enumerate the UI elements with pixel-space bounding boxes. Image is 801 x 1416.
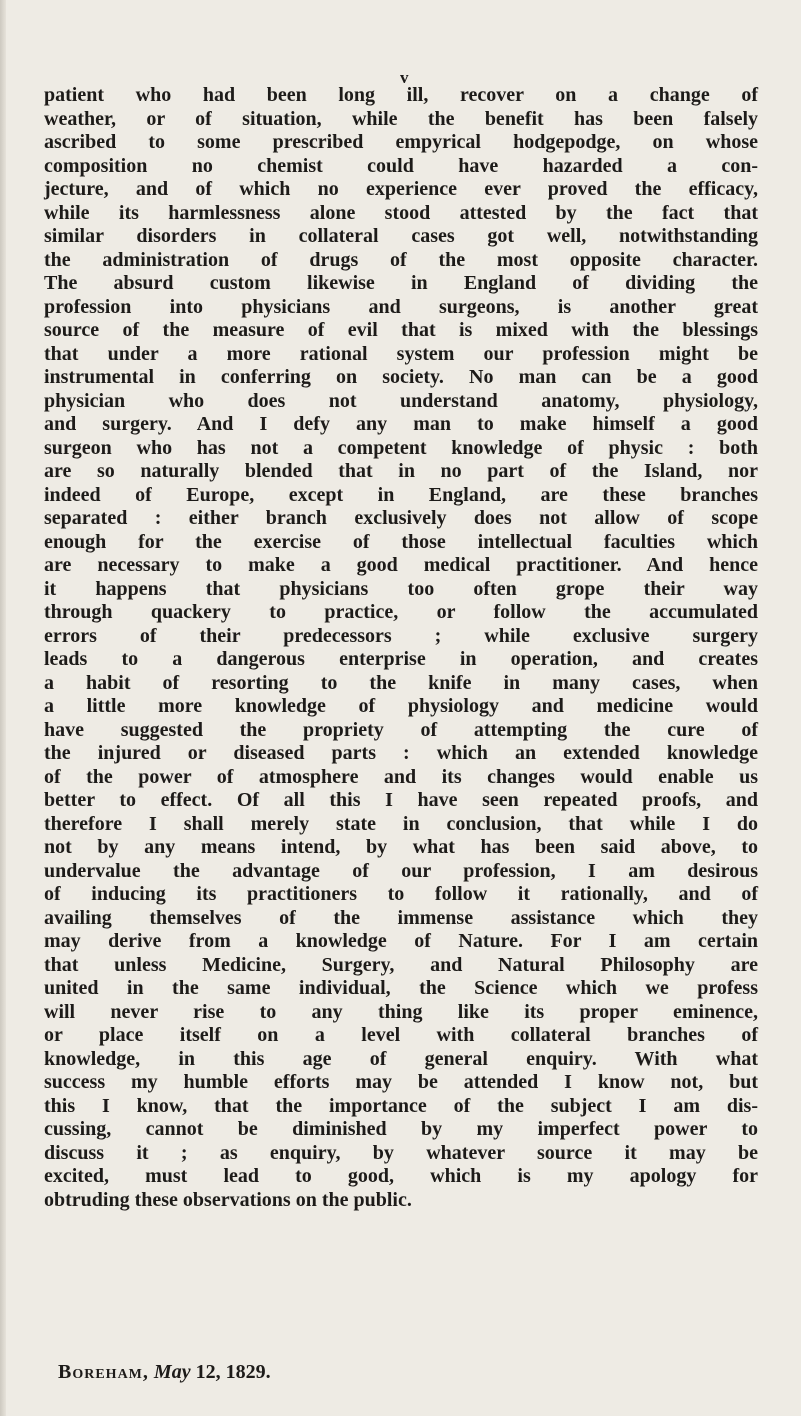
text-line: weather, or of situation, while the benefit has been falsely bbox=[44, 107, 758, 130]
signature-place: Boreham, bbox=[58, 1361, 149, 1383]
text-line: the administration of drugs of the most opposite character. bbox=[44, 248, 758, 271]
text-line: discuss it ; as enquiry, by whatever source it may be bbox=[44, 1141, 758, 1164]
text-line: similar disorders in collateral cases got well, notwithstanding bbox=[44, 225, 758, 247]
signature-date: 12, 1829. bbox=[195, 1361, 271, 1383]
page-number: v bbox=[400, 68, 410, 87]
text-line: patient who had been long ill, recover on a change of bbox=[44, 84, 758, 106]
page-edge-shadow bbox=[0, 0, 6, 1416]
text-line: jecture, and of which no experience ever proved the efficacy, bbox=[44, 178, 758, 200]
text-line: indeed of Europe, except in England, are these branches bbox=[44, 483, 758, 506]
text-line: through quackery to practice, or follow the accumulated bbox=[44, 601, 758, 623]
text-line: undervalue the advantage of our profession, I am desirous bbox=[44, 859, 758, 882]
text-line: of inducing its practitioners to follow it rationally, and of bbox=[44, 883, 758, 905]
text-line: may derive from a knowledge of Nature. For I am certain bbox=[44, 930, 758, 952]
text-line: physician who does not understand anatomy, physiology, bbox=[44, 389, 758, 412]
text-line: have suggested the propriety of attempting the cure of bbox=[44, 718, 758, 741]
text-line: success my humble efforts may be attended I know not, but bbox=[44, 1071, 758, 1093]
text-line: ascribed to some prescribed empyrical hodgepodge, on whose bbox=[44, 131, 758, 153]
text-line: therefore I shall merely state in conclusion, that while I do bbox=[44, 812, 758, 835]
text-line: while its harmlessness alone stood attested by the fact that bbox=[44, 201, 758, 224]
text-line: that under a more rational system our profession might be bbox=[44, 342, 758, 365]
text-line: it happens that physicians too often grope their way bbox=[44, 577, 758, 600]
text-line: and surgery. And I defy any man to make himself a good bbox=[44, 413, 758, 435]
text-line: cussing, cannot be diminished by my imperfect power to bbox=[44, 1118, 758, 1140]
text-line: this I know, that the importance of the subject I am dis- bbox=[44, 1094, 758, 1117]
text-line: surgeon who has not a competent knowledge of physic : both bbox=[44, 436, 758, 459]
text-line: or place itself on a level with collateral branches of bbox=[44, 1024, 758, 1046]
text-line: profession into physicians and surgeons, is another great bbox=[44, 295, 758, 318]
text-line: enough for the exercise of those intellectual faculties which bbox=[44, 530, 758, 553]
text-line: separated : either branch exclusively does not allow of scope bbox=[44, 507, 758, 529]
text-line: a habit of resorting to the knife in many cases, when bbox=[44, 671, 758, 694]
text-line: errors of their predecessors ; while exclusive surgery bbox=[44, 624, 758, 647]
body-text bbox=[44, 84, 758, 1212]
text-line: of the power of atmosphere and its changes would enable us bbox=[44, 765, 758, 788]
text-line: source of the measure of evil that is mixed with the blessings bbox=[44, 319, 758, 341]
text-line: knowledge, in this age of general enquiry. With what bbox=[44, 1047, 758, 1070]
text-line: availing themselves of the immense assistance which they bbox=[44, 906, 758, 929]
signature-line bbox=[58, 1361, 271, 1384]
text-line: The absurd custom likewise in England of dividing the bbox=[44, 272, 758, 294]
text-line: united in the same individual, the Science which we profess bbox=[44, 977, 758, 999]
text-line: composition no chemist could have hazarded a con- bbox=[44, 154, 758, 177]
text-line: excited, must lead to good, which is my apology for bbox=[44, 1165, 758, 1187]
text-line: are necessary to make a good medical practitioner. And hence bbox=[44, 554, 758, 576]
text-line: are so naturally blended that in no part of the Island, nor bbox=[44, 460, 758, 482]
text-line: that unless Medicine, Surgery, and Natural Philosophy are bbox=[44, 953, 758, 976]
text-line: leads to a dangerous enterprise in operation, and creates bbox=[44, 648, 758, 670]
text-line: better to effect. Of all this I have seen repeated proofs, and bbox=[44, 789, 758, 811]
text-line: not by any means intend, by what has been said above, to bbox=[44, 836, 758, 858]
text-line: will never rise to any thing like its proper eminence, bbox=[44, 1000, 758, 1023]
text-line: a little more knowledge of physiology and medicine would bbox=[44, 695, 758, 717]
text-line: instrumental in conferring on society. No man can be a good bbox=[44, 366, 758, 388]
text-line: obtruding these observations on the public. bbox=[44, 1188, 412, 1211]
text-line: the injured or diseased parts : which an extended knowledge bbox=[44, 742, 758, 764]
signature-month: May bbox=[153, 1361, 191, 1383]
